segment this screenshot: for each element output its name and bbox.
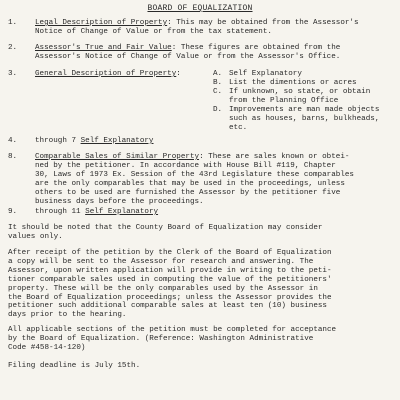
subitem-letter: D. — [213, 106, 223, 114]
item-body — [35, 137, 396, 146]
subitem-letter: A. — [213, 70, 223, 78]
item-line: through 11 Self Explanatory — [35, 208, 159, 216]
item-line: Notice of Change of Value or from the tax statement. — [35, 27, 272, 36]
item-heading: General Description of Property — [35, 70, 177, 78]
paragraph-line: All applicable sections of the petition must be completed for acceptance — [8, 326, 337, 334]
item-line: others to be used are furnished the Assessor by the petitioner five — [35, 188, 341, 197]
paragraph-line: days prior to the hearing. — [8, 311, 127, 320]
paragraph-line: After receipt of the petition by the Clerk of the Board of Equalization — [8, 249, 332, 257]
document-title: BOARD OF EQUALIZATION — [147, 4, 253, 13]
paragraph-line: It should be noted that the County Board of Equalization may consider — [8, 224, 323, 232]
item-line: General Description of Property: — [35, 70, 181, 78]
paragraph-line: a copy will be sent to the Assessor for research and answering. The — [8, 257, 314, 266]
subitem-text: such as houses, barns, bulkheads, — [229, 115, 380, 123]
paragraph-petition-receipt — [8, 249, 396, 320]
item-heading: Self Explanatory — [80, 137, 154, 145]
paragraph-line: property. These will be the only comparables used by the Assessor in — [8, 284, 318, 293]
paragraph-line: petitioner such additional comparable sales at least ten (10) business — [8, 302, 327, 311]
item-heading: Assessor's True and Fair Value — [35, 44, 172, 52]
subitem-text: Self Explanatory — [229, 70, 302, 78]
subitem-text: List the dimentions or acres — [229, 79, 357, 87]
item-line: business days before the proceedings. — [35, 197, 204, 206]
paragraph-filing-deadline — [8, 362, 396, 371]
subitem-text: If unknown, so state, or obtain — [229, 88, 371, 96]
item-number: 3. — [8, 70, 18, 78]
paragraph-line: Assessor, upon written application will provide in writing to the peti- — [8, 266, 332, 275]
item-body — [35, 19, 396, 37]
item-line: Assessor's True and Fair Value: These figures are obtained from the — [35, 44, 341, 52]
item-body — [35, 44, 396, 62]
subitem-text: from the Planning Office — [229, 97, 339, 105]
item-line: Assessor's Notice of Change of Value or from the Assessor's Office. — [35, 52, 341, 61]
item-heading: Comparable Sales of Similar Property — [35, 153, 200, 161]
paragraph-line: tioner comparable sales used in computing the value of the petitioners' — [8, 275, 332, 284]
item-heading: Self Explanatory — [85, 208, 159, 216]
paragraph-line: by the Board of Equalization. (Reference: Washington Administrative — [8, 334, 314, 343]
item-number: 4. — [8, 137, 18, 145]
item-line: 30, Laws of 1973 Ex. Session of the 43rd Legislature these comparables — [35, 170, 354, 179]
subitem-letter: B. — [213, 79, 223, 87]
item-line: ned by the petitioner. In accordance with House Bill #119, Chapter — [35, 161, 336, 170]
paragraph-line: values only. — [8, 232, 63, 241]
item-line: through 7 Self Explanatory — [35, 137, 154, 145]
item-line: Comparable Sales of Similar Property: These are sales known or obtei- — [35, 153, 350, 161]
item-number: 9. — [8, 208, 18, 216]
paragraph-line: Code #458-14-120) — [8, 343, 86, 352]
item-number: 8. — [8, 153, 18, 161]
item-line: Legal Description of Property: This may be obtained from the Assessor's — [35, 19, 359, 27]
item-heading: Legal Description of Property — [35, 19, 168, 27]
subitem-text: Improvements are man made objects — [229, 106, 380, 114]
paragraph-applicable-sections — [8, 326, 396, 353]
item-body — [35, 153, 396, 206]
item-3 — [8, 70, 396, 132]
item-number: 2. — [8, 44, 18, 52]
item-line: are the only comparables that may be used in the proceedings, unless — [35, 179, 345, 188]
paragraph-line: the Board of Equalization proceedings; unless the Assessor provides the — [8, 293, 332, 302]
item-number: 1. — [8, 19, 18, 27]
item-body — [35, 208, 396, 217]
paragraph-line: Filing deadline is July 15th. — [8, 362, 141, 370]
paragraph-values-note — [8, 224, 396, 242]
subitem-text: etc. — [229, 124, 248, 132]
subitem-letter: C. — [213, 88, 223, 96]
